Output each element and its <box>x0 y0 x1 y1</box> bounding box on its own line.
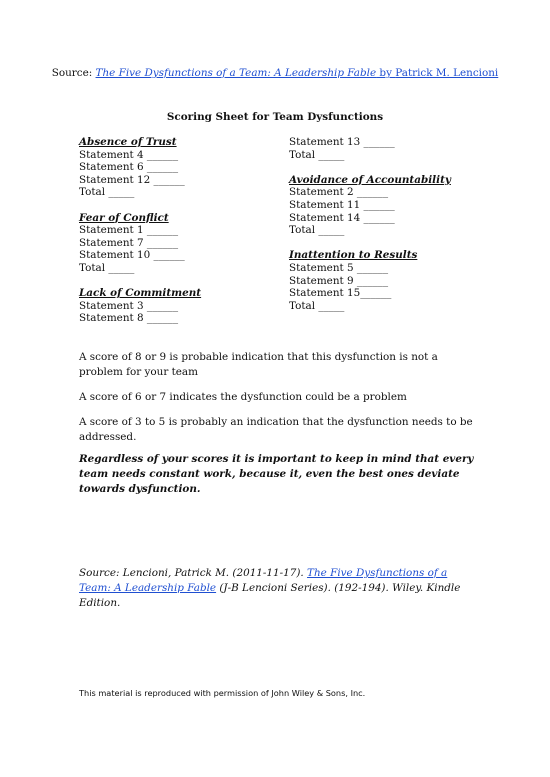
citation-prefix: Source: Lencioni, Patrick M. (2011-11-17). <box>79 567 308 579</box>
score-line: Statement 11 ______ <box>289 198 395 211</box>
right-score-column <box>289 136 479 312</box>
score-line: Total _____ <box>79 261 135 274</box>
closing-note: Regardless of your scores it is important to keep in mind that every team needs constant work, because it, even the best ones deviate towards dysfunction. <box>79 453 474 495</box>
citation-book-link[interactable]: The Five Dysfunctions of a Team: A Leadership Fable <box>79 567 448 594</box>
score-line: Total _____ <box>289 148 345 161</box>
section-heading: Inattention to Results <box>289 249 418 262</box>
score-line: Statement 9 ______ <box>289 274 389 287</box>
score-line: Statement 2 ______ <box>289 186 389 199</box>
left-score-column <box>79 136 269 325</box>
score-line: Statement 3 ______ <box>79 299 179 312</box>
score-line: Total _____ <box>289 299 345 312</box>
score-line: Statement 7 ______ <box>79 236 179 249</box>
score-line: Statement 10 ______ <box>79 249 185 262</box>
section-heading: Fear of Conflict <box>79 211 169 224</box>
score-note-low: A score of 3 to 5 is probably an indication that the dysfunction needs to be addressed. <box>79 416 473 443</box>
spacer-line <box>289 161 479 174</box>
source-citation-bottom <box>79 566 479 611</box>
score-line: Statement 8 ______ <box>79 312 179 325</box>
page-title: Scoring Sheet for Team Dysfunctions <box>166 111 384 123</box>
source-citation-top <box>0 66 550 80</box>
spacer-line <box>289 237 479 250</box>
score-note-high: A score of 8 or 9 is probable indication that this dysfunction is not a problem for your team <box>79 351 438 378</box>
citation-suffix: (J-B Lencioni Series). (192-194). Wiley. Kindle Edition. <box>79 582 461 609</box>
book-title-link[interactable]: The Five Dysfunctions of a Team: A Leadership Fable <box>95 67 377 79</box>
section-heading: Avoidance of Accountability <box>289 173 451 186</box>
score-line: Statement 5 ______ <box>289 261 389 274</box>
section-heading: Lack of Commitment <box>79 287 202 300</box>
score-line: Statement 13 ______ <box>289 136 395 148</box>
spacer-line <box>79 199 269 212</box>
score-line: Statement 6 ______ <box>79 161 179 174</box>
source-prefix: Source: <box>51 67 96 79</box>
score-line: Statement 15______ <box>289 287 392 300</box>
score-line: Statement 4 ______ <box>79 148 179 161</box>
score-note-mid: A score of 6 or 7 indicates the dysfunction could be a problem <box>79 391 407 403</box>
author-link[interactable]: Patrick M. Lencioni <box>395 67 499 79</box>
score-line: Total _____ <box>289 224 345 237</box>
score-line: Statement 1 ______ <box>79 224 179 237</box>
by-text[interactable]: by <box>376 67 396 79</box>
score-line: Statement 14 ______ <box>289 211 395 224</box>
score-line: Statement 12 ______ <box>79 173 185 186</box>
score-line: Total _____ <box>79 186 135 199</box>
section-heading: Absence of Trust <box>79 136 177 148</box>
spacer-line <box>79 275 269 288</box>
permission-footer: This material is reproduced with permission of John Wiley & Sons, Inc. <box>79 688 366 698</box>
